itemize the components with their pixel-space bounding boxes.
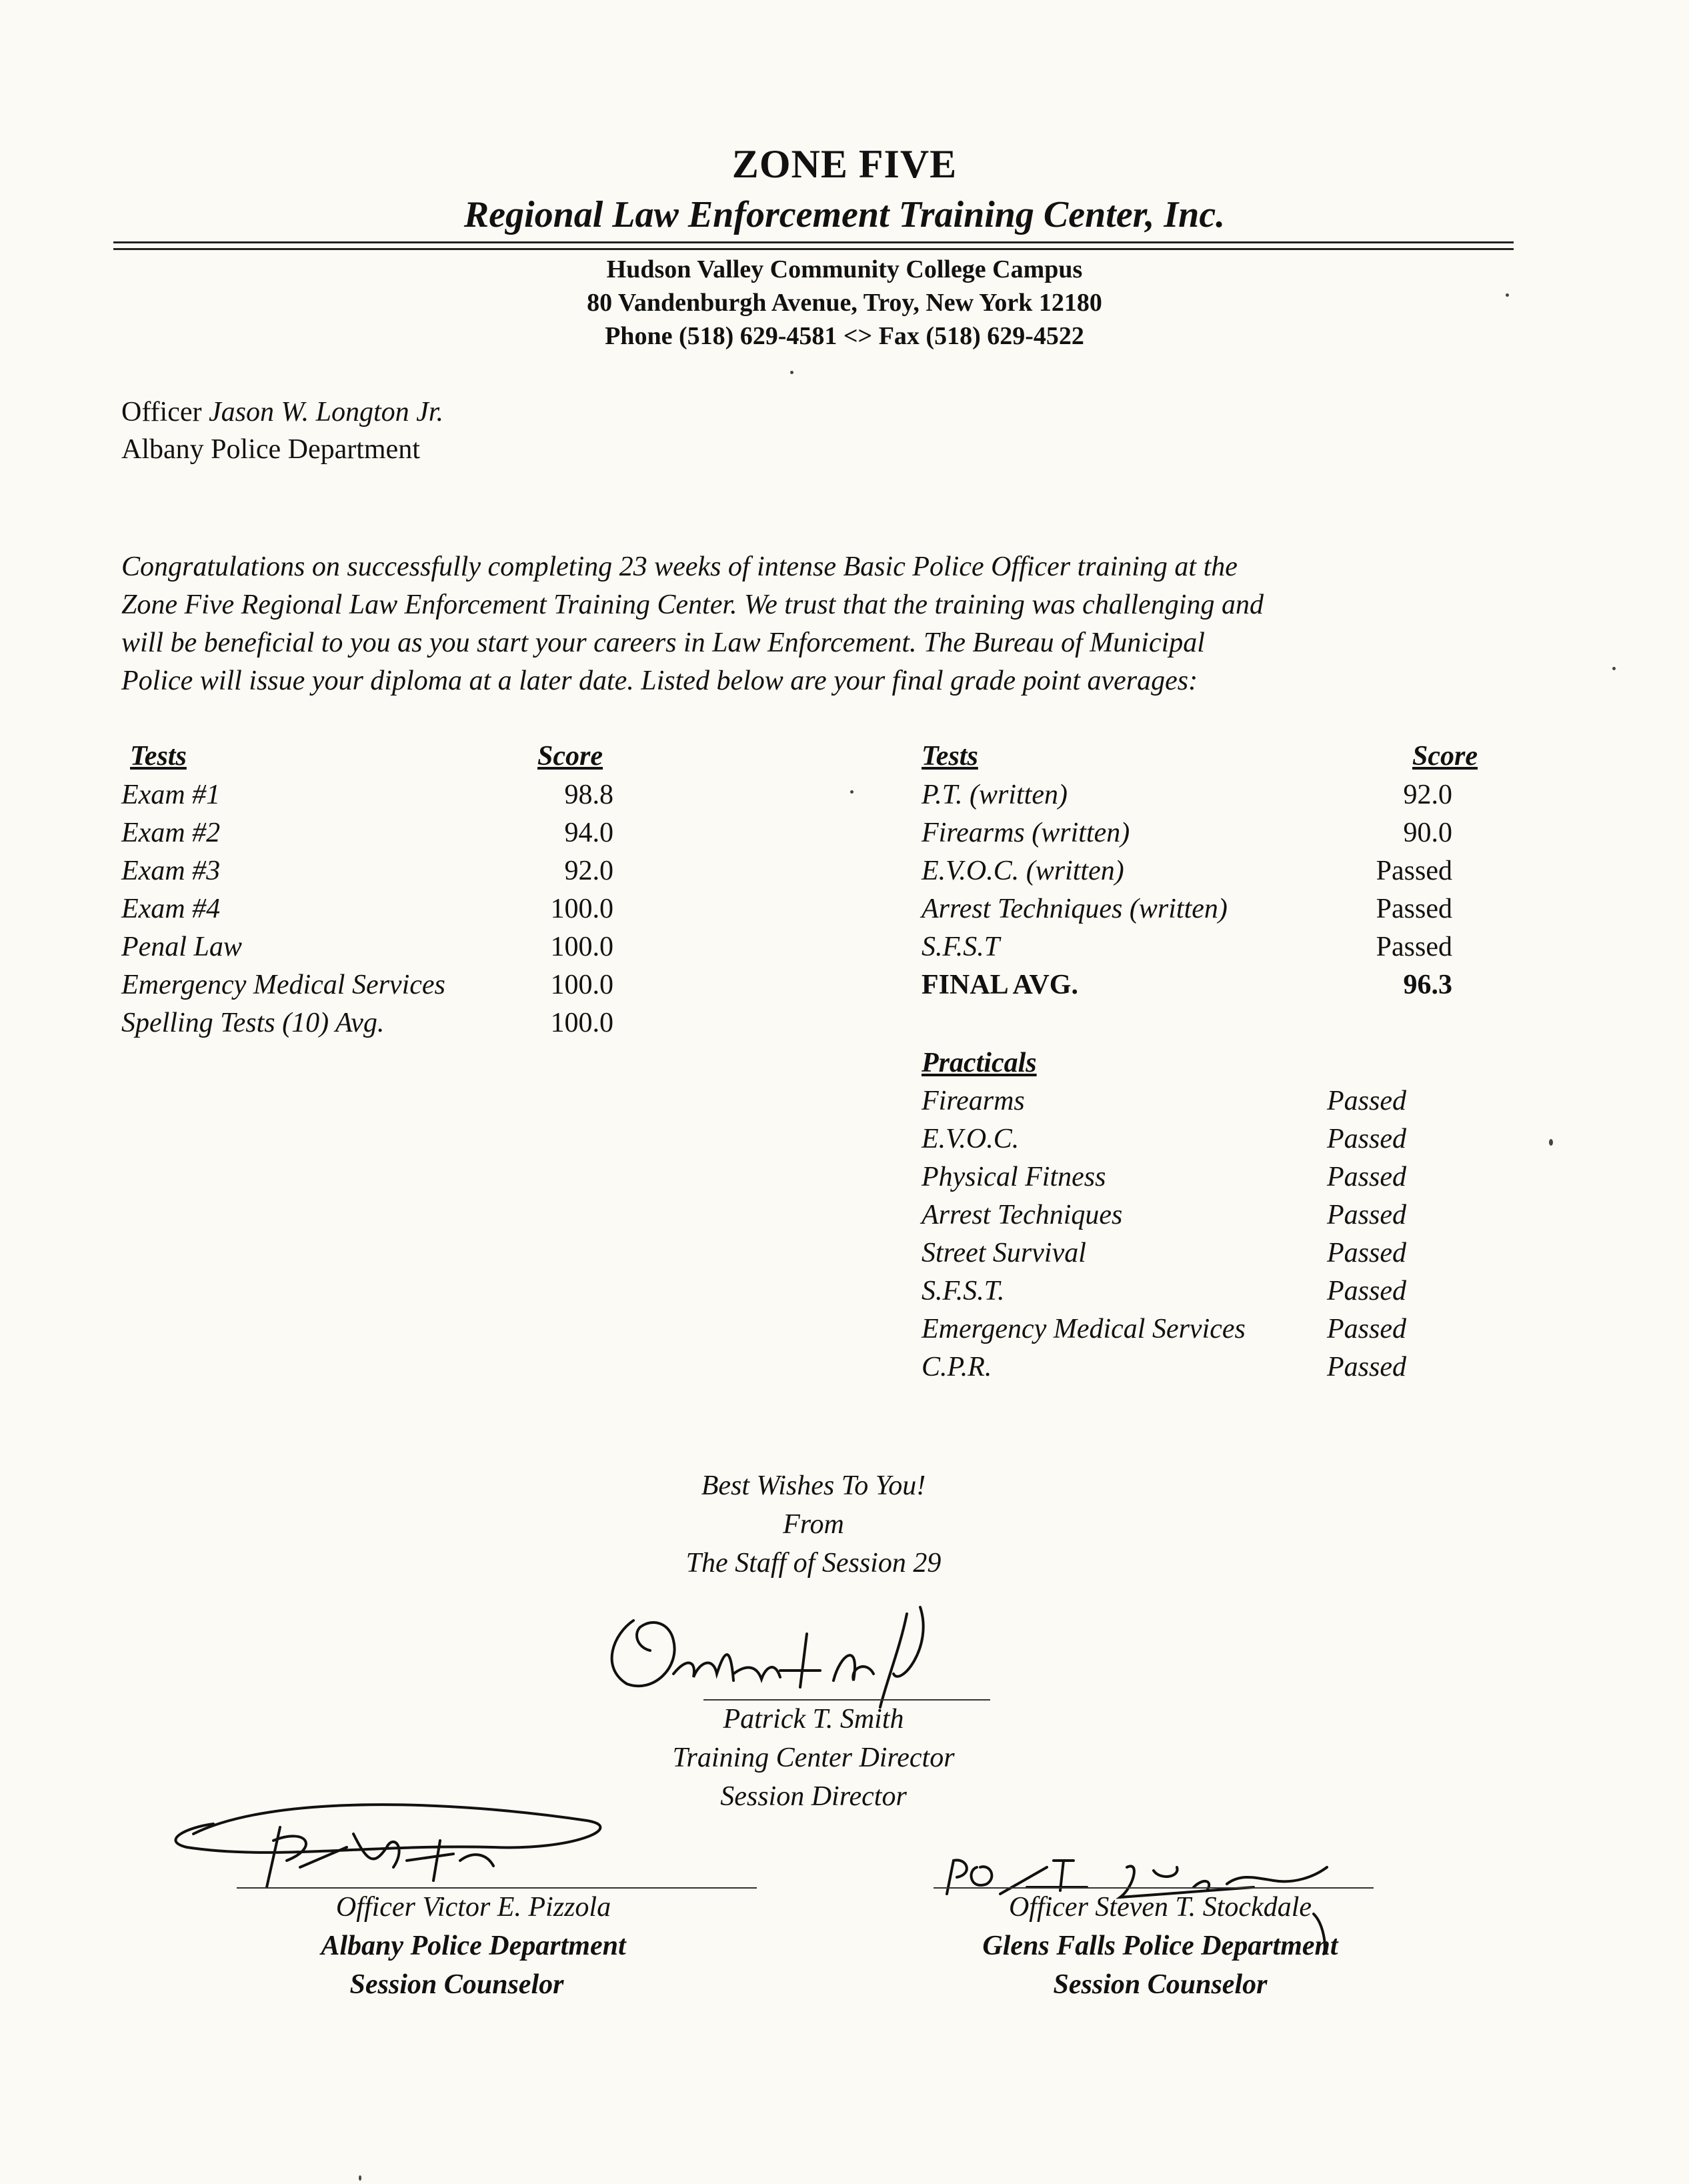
scan-speck xyxy=(850,790,854,794)
counselor-right-signature-line xyxy=(934,1887,1374,1889)
practical-result: Passed xyxy=(1327,1314,1406,1344)
closing-line-3: The Staff of Session 29 xyxy=(685,1548,942,1578)
letterhead-rule-top xyxy=(113,241,1514,243)
counselor-left-signature xyxy=(173,1787,653,1894)
body-paragraph xyxy=(121,548,1535,700)
recipient-name-line xyxy=(121,396,443,428)
left-test-name: Penal Law xyxy=(121,932,242,962)
scan-speck xyxy=(1549,1139,1553,1146)
closing-line-1: Best Wishes To You! xyxy=(701,1470,926,1501)
director-name: Patrick T. Smith xyxy=(723,1704,904,1735)
recipient-prefix: Officer xyxy=(121,397,209,427)
body-line: Congratulations on successfully completing 23 weeks of intense Basic Police Officer training at the xyxy=(121,552,1238,582)
scan-speck xyxy=(1506,293,1509,297)
counselor-left-title: Session Counselor xyxy=(349,1969,564,2000)
left-test-name: Exam #3 xyxy=(121,856,221,886)
right-test-score: Passed xyxy=(1376,894,1452,924)
practicals-header: Practicals xyxy=(922,1048,1037,1078)
practical-result: Passed xyxy=(1327,1200,1406,1230)
director-title-1: Training Center Director xyxy=(672,1743,955,1773)
counselor-left-dept: Albany Police Department xyxy=(321,1931,626,1961)
right-test-name: Arrest Techniques (written) xyxy=(922,894,1228,924)
body-line: Zone Five Regional Law Enforcement Training Center. We trust that the training was challenging and xyxy=(121,590,1264,620)
right-test-name: P.T. (written) xyxy=(922,780,1068,810)
counselor-right-title: Session Counselor xyxy=(1053,1969,1268,2000)
practical-result: Passed xyxy=(1327,1162,1406,1192)
practical-name: Street Survival xyxy=(922,1238,1086,1268)
left-test-name: Exam #4 xyxy=(121,894,221,924)
letterhead-address: 80 Vandenburgh Avenue, Troy, New York 12180 xyxy=(587,289,1102,317)
left-test-score: 92.0 xyxy=(564,856,613,886)
left-test-name: Exam #2 xyxy=(121,818,221,848)
counselor-right-dept: Glens Falls Police Department xyxy=(982,1931,1338,1961)
right-test-score: 92.0 xyxy=(1403,780,1452,810)
left-test-name: Exam #1 xyxy=(121,780,221,810)
right-tests-header: Tests xyxy=(922,741,978,772)
left-test-score: 100.0 xyxy=(550,894,613,924)
counselor-left-name: Officer Victor E. Pizzola xyxy=(335,1892,611,1923)
right-test-score: 90.0 xyxy=(1403,818,1452,848)
director-title-2: Session Director xyxy=(720,1781,907,1812)
practical-name: Emergency Medical Services xyxy=(922,1314,1246,1344)
left-test-score: 100.0 xyxy=(550,932,613,962)
recipient-name: Jason W. Longton Jr. xyxy=(208,397,443,427)
practical-name: Physical Fitness xyxy=(922,1162,1106,1192)
body-line: Police will issue your diploma at a later date. Listed below are your final grade point averages: xyxy=(121,666,1198,696)
right-score-header: Score xyxy=(1412,741,1478,772)
right-test-score: Passed xyxy=(1376,932,1452,962)
closing-line-2: From xyxy=(783,1509,844,1540)
scan-speck xyxy=(790,371,793,374)
scan-speck xyxy=(1612,667,1616,670)
right-test-name: Firearms (written) xyxy=(922,818,1130,848)
letterhead-title: ZONE FIVE xyxy=(731,142,958,186)
counselor-left-signature-line xyxy=(237,1887,757,1889)
final-average-value: 96.3 xyxy=(1403,970,1452,1000)
practical-name: E.V.O.C. xyxy=(922,1124,1020,1154)
right-test-score: Passed xyxy=(1376,856,1452,886)
practical-result: Passed xyxy=(1327,1352,1406,1382)
director-signature-line xyxy=(703,1699,990,1701)
practical-result: Passed xyxy=(1327,1238,1406,1268)
left-test-score: 100.0 xyxy=(550,1008,613,1038)
practical-result: Passed xyxy=(1327,1124,1406,1154)
letterhead-phone: Phone (518) 629-4581 <> Fax (518) 629-4522 xyxy=(605,322,1084,350)
left-tests-header: Tests xyxy=(130,741,187,772)
practical-name: Firearms xyxy=(922,1086,1025,1116)
body-line: will be beneficial to you as you start your careers in Law Enforcement. The Bureau of Municipal xyxy=(121,628,1205,658)
letterhead-campus: Hudson Valley Community College Campus xyxy=(606,255,1083,283)
counselor-right-name: Officer Steven T. Stockdale xyxy=(1008,1892,1312,1923)
left-score-header: Score xyxy=(537,741,603,772)
left-test-score: 94.0 xyxy=(564,818,613,848)
left-test-score: 100.0 xyxy=(550,970,613,1000)
practical-result: Passed xyxy=(1327,1276,1406,1306)
letterhead-organization: Regional Law Enforcement Training Center, Inc. xyxy=(463,194,1226,235)
left-test-name: Emergency Medical Services xyxy=(121,970,445,1000)
right-test-name: S.F.S.T xyxy=(922,932,1000,962)
scan-speck xyxy=(359,2175,361,2181)
letterhead-rule-bottom xyxy=(113,248,1514,250)
practical-result: Passed xyxy=(1327,1086,1406,1116)
practical-name: C.P.R. xyxy=(922,1352,992,1382)
left-test-score: 98.8 xyxy=(564,780,613,810)
director-signature xyxy=(587,1594,987,1714)
practical-name: S.F.S.T. xyxy=(922,1276,1005,1306)
right-test-name: E.V.O.C. (written) xyxy=(922,856,1124,886)
recipient-department: Albany Police Department xyxy=(121,434,420,465)
practical-name: Arrest Techniques xyxy=(922,1200,1123,1230)
final-average-label: FINAL AVG. xyxy=(922,970,1078,1000)
left-test-name: Spelling Tests (10) Avg. xyxy=(121,1008,385,1038)
